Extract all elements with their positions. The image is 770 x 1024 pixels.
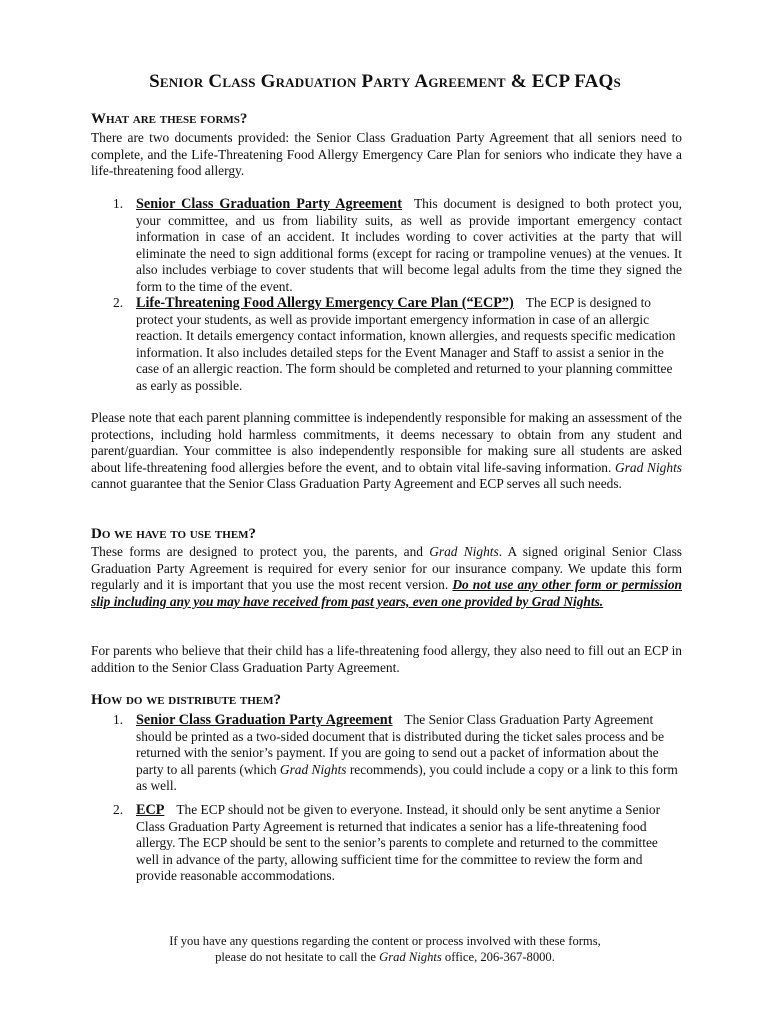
- footer-text: please do not hesitate to call the: [215, 950, 380, 964]
- paragraph-text-cont: . A signed original Senior Class Graduation Party Agreement is required for every senior for our insurance company. We update this form regularly and it is important that you use the most recent version.: [91, 544, 682, 593]
- note-text: Please note that each parent planning committee is independently responsible for making an assessment of the protections, including hold harmless commitments, it deems necessary to obtain from any student and parent/guardian. Your committee is also independently responsible for making sure all students are asked about life-threatening food allergies before the event, and to obtain vital life-saving information.: [91, 410, 682, 475]
- paragraph-text: These forms are designed to protect you, the parents, and: [91, 544, 430, 559]
- section3-item-ecp: [91, 802, 682, 885]
- item-title-ecp: ECP: [136, 802, 165, 818]
- section2-paragraph-2: For parents who believe that their child has a life-threatening food allergy, they also need to fill out an ECP in addition to the Senior Class Graduation Party Agreement.: [91, 643, 682, 675]
- grad-nights-name: Grad Nights: [279, 761, 347, 777]
- section2-paragraph-1: [91, 544, 682, 610]
- section1-intro: There are two documents provided: the Senior Class Graduation Party Agreement that all seniors need to complete, and the Life-Threatening Food Allergy Emergency Care Plan for seniors who indicate they have a life-threatening food allergy.: [91, 130, 682, 179]
- section3-item-agreement: [91, 712, 682, 795]
- item-title-agreement: Senior Class Graduation Party Agreement: [136, 712, 393, 728]
- grad-nights-name: Grad Nights: [429, 544, 499, 559]
- grad-nights-name: Grad Nights: [615, 459, 682, 475]
- section-heading-how-do-we-distribute-them: How do we distribute them?: [91, 692, 282, 708]
- footer-line-2: [0, 949, 770, 965]
- item-text: The ECP should not be given to everyone. Instead, it should only be sent anytime a Senior Class Graduation Party Agreement is returned that indicates a senior has a life-threatening food allergy. The ECP should be sent to the senior’s parents to complete and returned to the committee well in advance of the party, allowing sufficient time for the committee to review the form and provide reasonable accommodations.: [136, 802, 661, 884]
- section1-item-ecp: [91, 295, 682, 395]
- item-number: 2.: [113, 802, 124, 817]
- item-text: This document is designed to both protect you, your committee, and us from liability suits, as well as provide important emergency contact information in case of an accident. It includes wording to cover activities at the party that will eliminate the need to sign additional forms (except for racing or trampoline venues) at the venues. It also includes verbiage to cover students that will become legal adults from the time they signed the form to the time of the event.: [136, 196, 682, 294]
- item-title-ecp: Life-Threatening Food Allergy Emergency Care Plan (“ECP”): [136, 295, 514, 311]
- section-heading-what-are-these-forms: What are these forms?: [91, 111, 248, 127]
- item-text: The ECP is designed to protect your students, as well as provide important emergency information in case of an allergic reaction. It details emergency contact information, known allergies, and requests specific medication information. It also includes detailed steps for the Event Manager and Staff to assist a senior in the case of an allergic reaction. The form should be completed and returned to your planning committee as early as possible.: [136, 295, 676, 393]
- grad-nights-name: Grad Nights: [379, 950, 442, 964]
- section1-note: [91, 410, 682, 493]
- item-number: 1.: [113, 712, 124, 727]
- item-title-agreement: Senior Class Graduation Party Agreement: [136, 196, 402, 212]
- warning-emphasis: Do not use any other form or permission slip including any you may have received from past years, even one provided by Grad Nights.: [91, 577, 682, 609]
- footer-contact: [0, 933, 770, 965]
- note-text-end: cannot guarantee that the Senior Class Graduation Party Agreement and ECP serves all such needs.: [91, 476, 622, 492]
- page-title: Senior Class Graduation Party Agreement & ECP FAQs: [149, 71, 621, 92]
- item-text-end: recommends), you could include a copy or a link to this form as well.: [136, 761, 678, 794]
- item-text: The Senior Class Graduation Party Agreement should be printed as a two-sided document that is distributed during the ticket sales process and be returned with the senior’s payment. If you are going to send out a packet of information about the party to all parents (which: [136, 712, 665, 777]
- footer-phone: office, 206-367-8000.: [441, 950, 555, 964]
- section-heading-do-we-have-to-use-them: Do we have to use them?: [91, 526, 257, 542]
- section1-item-agreement: [91, 196, 682, 296]
- footer-line-1: If you have any questions regarding the content or process involved with these forms,: [169, 934, 601, 948]
- item-number: 1.: [113, 196, 124, 211]
- item-number: 2.: [113, 295, 124, 310]
